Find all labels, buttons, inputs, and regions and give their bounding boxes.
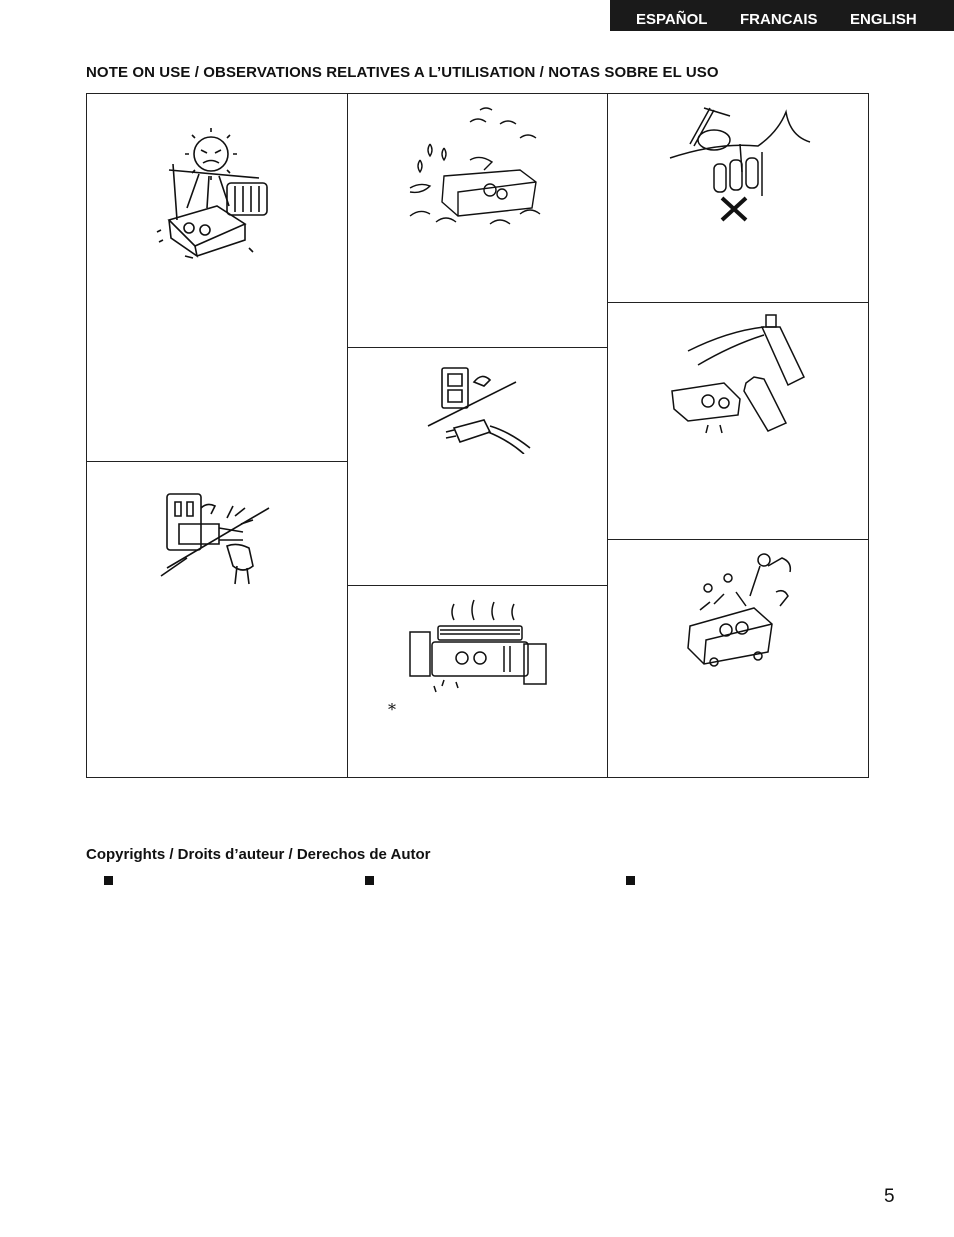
note-on-use-grid [86, 93, 869, 778]
power-outlet-icon [424, 362, 536, 454]
note-cell-heat [86, 93, 348, 462]
language-tab-francais[interactable]: FRANCAIS [740, 11, 818, 28]
bullet-english [626, 876, 635, 885]
insecticide-spray-icon [668, 311, 818, 437]
note-cell-disassembly [607, 539, 869, 778]
bullet-espanol [104, 876, 113, 885]
note-cell-outlet [347, 347, 608, 586]
note-cell-spray [607, 302, 869, 540]
language-bar [610, 0, 954, 31]
ventilation-heat-icon [404, 596, 554, 696]
language-tab-espanol[interactable]: ESPAÑOL [636, 11, 708, 28]
foreign-objects-icon [668, 102, 818, 222]
unplug-cord-icon [157, 488, 277, 588]
note-cell-unplug [86, 461, 348, 778]
footnote-asterisk: * [388, 700, 396, 719]
sun-heat-icon [149, 128, 285, 268]
page-number: 5 [884, 1186, 895, 1207]
moisture-dust-icon [400, 104, 550, 234]
note-cell-moisture [347, 93, 608, 348]
note-cell-foreign-objects [607, 93, 869, 303]
bullet-francais [365, 876, 374, 885]
note-cell-ventilation [347, 585, 608, 778]
language-tab-english[interactable]: ENGLISH [850, 11, 917, 28]
note-on-use-title: NOTE ON USE / OBSERVATIONS RELATIVES A L’UTILISATION / NOTAS SOBRE EL USO [86, 64, 719, 81]
copyrights-title: Copyrights / Droits d’auteur / Derechos de Autor [86, 846, 431, 863]
disassembly-icon [680, 548, 810, 668]
